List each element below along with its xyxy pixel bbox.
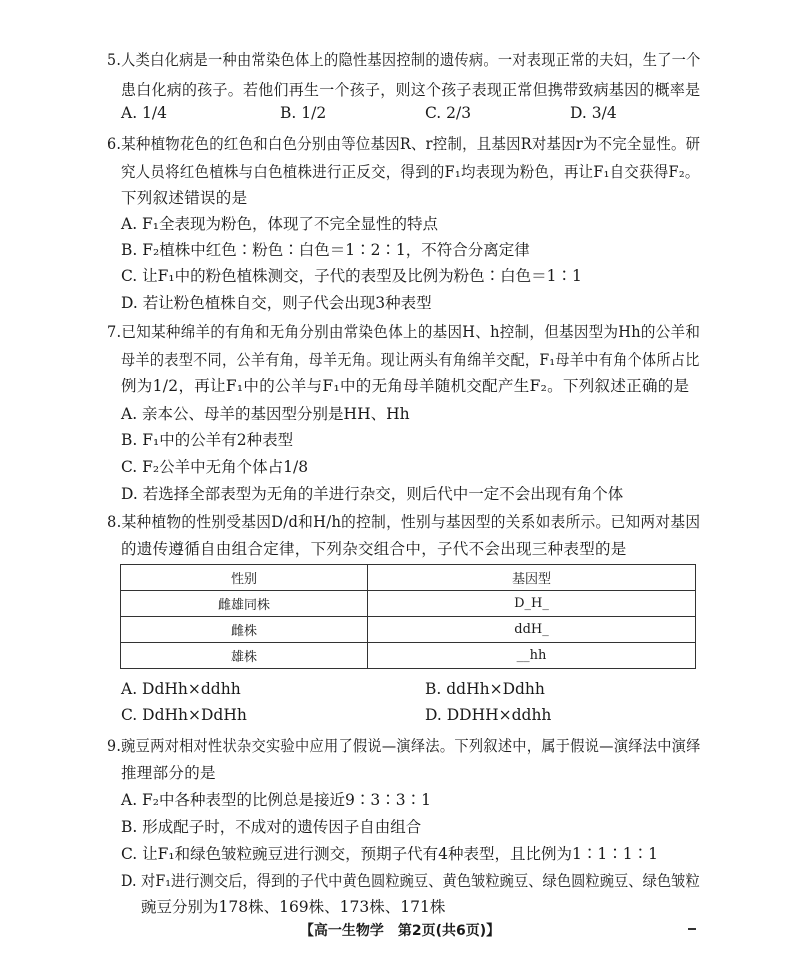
q9-option-d-line-2: 豌豆分别为178株、169株、173株、171株 bbox=[141, 898, 446, 916]
q5-option-d: D. 3/4 bbox=[570, 104, 617, 122]
q6-stem-line-1: 6.某种植物花色的红色和白色分别由等位基因R、r控制，且基因R对基因r为不完全显性。研 bbox=[107, 135, 701, 153]
q7-stem-line-2: 母羊的表型不同，公羊有角，母羊无角。现让两头有角绵羊交配，F₁母羊中有角个体所占比 bbox=[121, 351, 700, 369]
genotype-table bbox=[120, 564, 696, 669]
q5-stem-line-2: 患白化病的孩子。若他们再生一个孩子，则这个孩子表现正常但携带致病基因的概率是 bbox=[121, 81, 701, 99]
q6-stem-line-2: 究人员将红色植株与白色植株进行正反交，得到的F₁均表现为粉色，再让F₁自交获得F₂。 bbox=[121, 163, 700, 181]
q5-option-c: C. 2/3 bbox=[425, 104, 472, 122]
table-cell: ddH_ bbox=[368, 617, 696, 643]
q9-option-b: B. 形成配子时，不成对的遗传因子自由组合 bbox=[121, 818, 422, 836]
q6-option-c: C. 让F₁中的粉色植株测交，子代的表型及比例为粉色∶白色＝1∶1 bbox=[121, 267, 582, 285]
q9-option-a: A. F₂中各种表型的比例总是接近9∶3∶3∶1 bbox=[121, 791, 431, 809]
q7-stem-line-3: 例为1/2，再让F₁中的公羊与F₁中的无角母羊随机交配产生F₂。下列叙述正确的是 bbox=[121, 377, 690, 395]
table-header-row bbox=[121, 565, 696, 591]
q6-stem-line-3: 下列叙述错误的是 bbox=[121, 189, 248, 207]
table-cell: 雌株 bbox=[121, 617, 368, 643]
q8-option-a: A. DdHh×ddhh bbox=[121, 680, 241, 698]
table-cell: D_H_ bbox=[368, 591, 696, 617]
q5-option-a: A. 1/4 bbox=[121, 104, 167, 122]
footer-label: 【高一生物学 第2页(共6页)】 bbox=[299, 923, 501, 939]
table-header: 性别 bbox=[121, 565, 368, 591]
q9-option-d-line-1: D. 对F₁进行测交后，得到的子代中黄色圆粒豌豆、黄色皱粒豌豆、绿色圆粒豌豆、绿色皱粒 bbox=[121, 872, 700, 890]
table-cell: __hh bbox=[368, 643, 696, 669]
q6-option-d: D. 若让粉色植株自交，则子代会出现3种表型 bbox=[121, 294, 432, 312]
q6-option-b: B. F₂植株中红色∶粉色∶白色＝1∶2∶1，不符合分离定律 bbox=[121, 241, 530, 259]
table-row bbox=[121, 617, 696, 643]
table-row bbox=[121, 591, 696, 617]
q9-option-c: C. 让F₁和绿色皱粒豌豆进行测交，预期子代有4种表型，且比例为1∶1∶1∶1 bbox=[121, 845, 658, 863]
table-row bbox=[121, 643, 696, 669]
q9-stem-line-1: 9.豌豆两对相对性状杂交实验中应用了假说—演绎法。下列叙述中，属于假说—演绎法中演绎 bbox=[107, 737, 701, 755]
q8-option-b: B. ddHh×Ddhh bbox=[425, 680, 545, 698]
q8-stem-line-1: 8.某种植物的性别受基因D/d和H/h的控制，性别与基因型的关系如表所示。已知两对基因 bbox=[107, 513, 701, 531]
q9-stem-line-2: 推理部分的是 bbox=[121, 764, 216, 782]
q7-stem-line-1: 7.已知某种绵羊的有角和无角分别由常染色体上的基因H、h控制，但基因型为Hh的公羊和 bbox=[107, 323, 701, 341]
q6-option-a: A. F₁全表现为粉色，体现了不完全显性的特点 bbox=[121, 215, 439, 233]
q7-option-d: D. 若选择全部表型为无角的羊进行杂交，则后代中一定不会出现有角个体 bbox=[121, 485, 624, 503]
page-footer bbox=[0, 920, 800, 940]
q8-stem-line-2: 的遗传遵循自由组合定律，下列杂交组合中，子代不会出现三种表型的是 bbox=[121, 540, 627, 558]
table-cell: 雄株 bbox=[121, 643, 368, 669]
corner-mark bbox=[688, 928, 696, 930]
table-header: 基因型 bbox=[368, 565, 696, 591]
q5-stem-line-1: 5.人类白化病是一种由常染色体上的隐性基因控制的遗传病。一对表现正常的夫妇，生了一个 bbox=[107, 51, 701, 69]
q7-option-b: B. F₁中的公羊有2种表型 bbox=[121, 431, 294, 449]
q7-option-c: C. F₂公羊中无角个体占1/8 bbox=[121, 458, 309, 476]
q7-option-a: A. 亲本公、母羊的基因型分别是HH、Hh bbox=[121, 405, 410, 423]
table-cell: 雌雄同株 bbox=[121, 591, 368, 617]
q8-option-d: D. DDHH×ddhh bbox=[425, 706, 552, 724]
q5-option-b: B. 1/2 bbox=[280, 104, 327, 122]
q8-option-c: C. DdHh×DdHh bbox=[121, 706, 247, 724]
